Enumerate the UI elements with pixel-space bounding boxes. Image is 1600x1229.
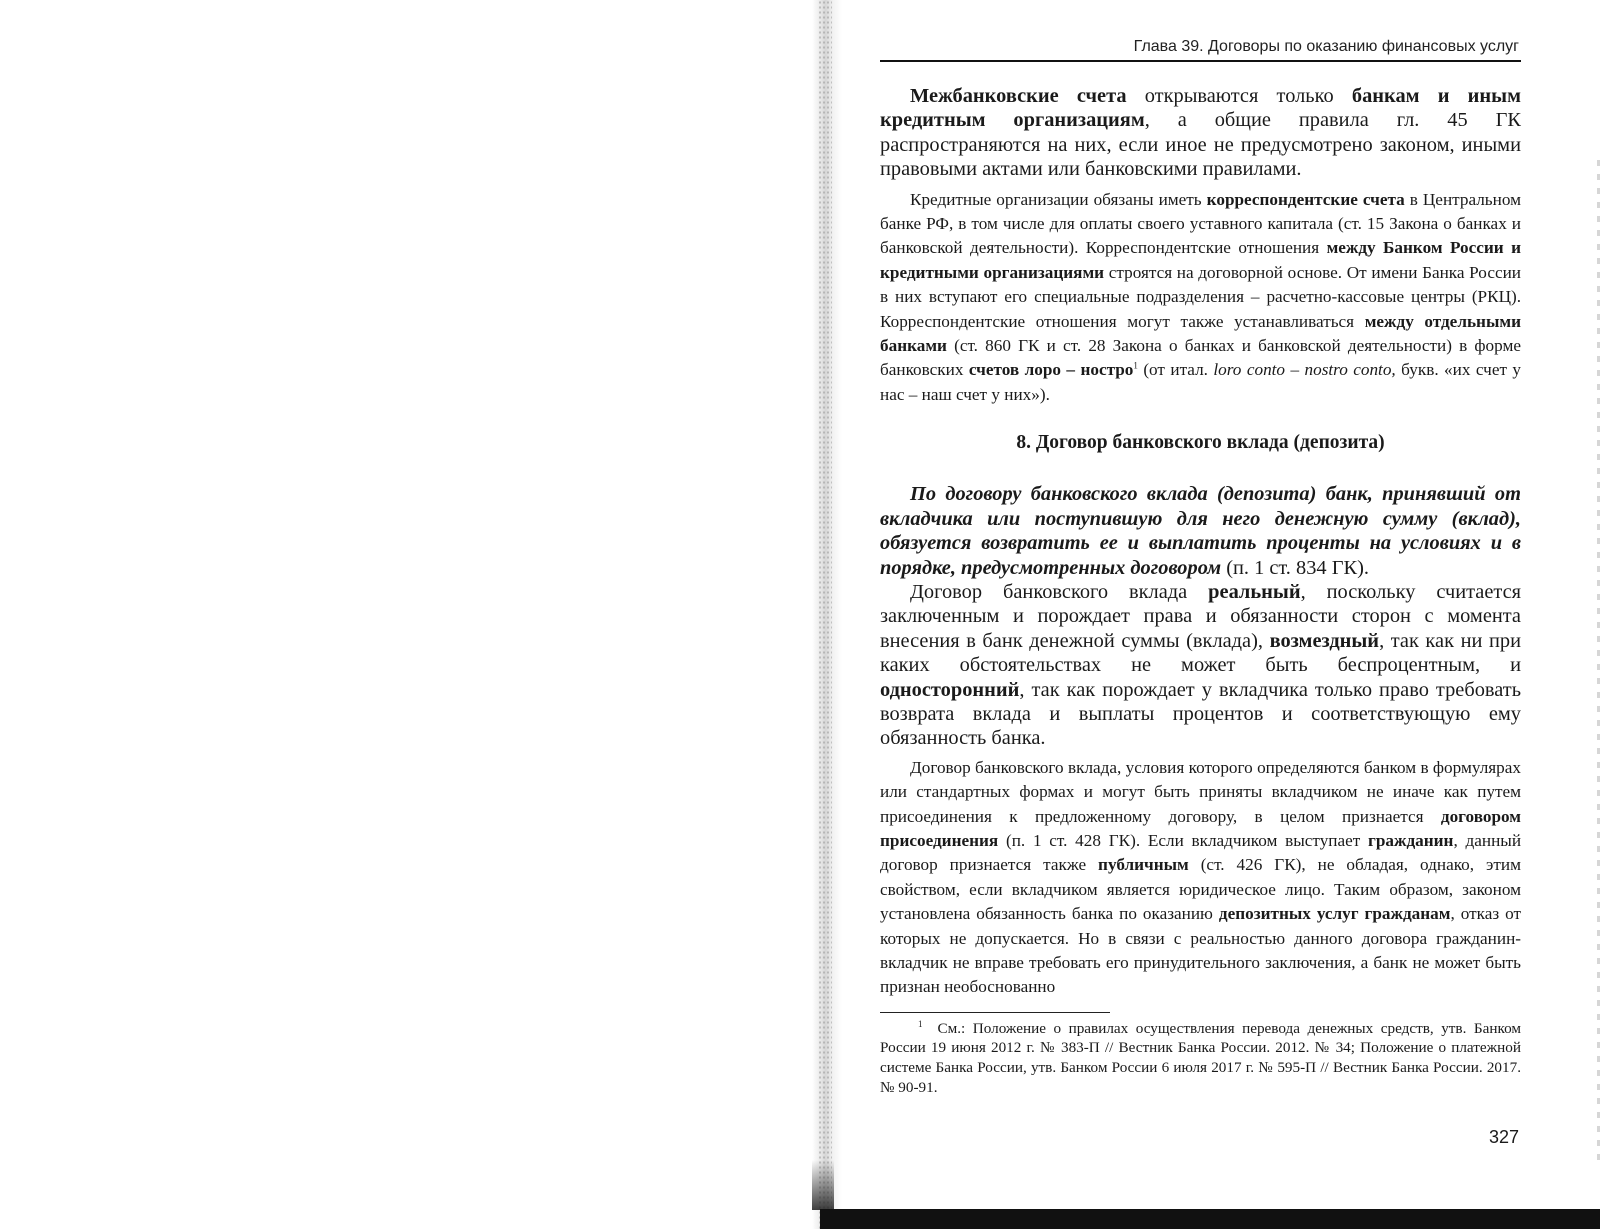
gutter-texture [818,0,832,1229]
scan-shadow [812,1160,834,1210]
footnote: $^1$ См.: Положение о правилах осуществления перевода денежных средств, утв. Банком России 19 июня 2012 г. № 383-П // Вестник Банка России. 2012. № 34; Положение о платежной системе Банка России, утв. Банком России 6 июля 2017 г. № 595-П // Вестник Банка России. 2017. № 90-91. [880,1018,1522,1096]
footnote-divider [880,1012,1110,1013]
running-header: Глава 39. Договоры по оказанию финансовых услуг [880,38,1521,62]
footnote-marker: 1 [918,1018,923,1029]
paragraph-definition: По договору банковского вклада (депозита) банк, принявший от вкладчика или поступившую для него денежную сумму (вклад), обязуется возвратить ее и выплатить проценты на условиях и в порядке, предусмотренных договором (п. 1 ст. 834 ГК). [880,483,1521,579]
book-page [880,38,1521,1148]
footnote-ref: 1 [1133,360,1138,371]
section-heading: 8. Договор банковского вклада (депозита) [1016,432,1385,454]
paragraph-contract-nature: Договор банковского вклада реальный, поскольку считается заключенным и порождает права и обязанности сторон с момента внесения в банк денежной суммы (вклада), возмездный, так как ни при каких обстоятельствах не может быть беспроцентным, и односторонний, так как порождает у вкладчика только право требовать возврата вклада и выплаты процентов и соответствующую ему обязанность банка. [880,580,1521,750]
paragraph-correspondent-accounts: Кредитные организации обязаны иметь корреспондентские счета в Центральном банке РФ, в том числе для оплаты своего уставного капитала (ст. 15 Закона о банках и банковской деятельности). Корреспондентские отношения между Банком России и кредитными организациями строятся на договорной основе. От имени Банка России в них вступают его специальные подразделения – расчетно-кассовые центры (РКЦ). Корреспондентские отношения могут также устанавливаться между отдельными банками (ст. 860 ГК и ст. 28 Закона о банках и банковской деятельности) в форме банковских счетов лоро – ностро$^1$ (от итал. loro conto – nostro conto, букв. «их счет у нас – наш счет у них»). [880,189,1521,404]
paragraph-interbank-accounts: Межбанковские счета открываются только банкам и иным кредитным организациям, а общие правила гл. 45 ГК распространяются на них, если иное не предусмотрено законом, иными правовыми актами или банковскими правилами. [880,85,1521,181]
paragraph-adhesion-contract: Договор банковского вклада, условия которого определяются банком в формулярах или стандартных формах и могут быть приняты вкладчиком не иначе как путем присоединения к предложенному договору, в целом признается договором присоединения (п. 1 ст. 428 ГК). Если вкладчиком выступает гражданин, данный договор признается также публичным (ст. 426 ГК), не обладая, однако, этим свойством, если вкладчиком является юридическое лицо. Таким образом, законом установлена обязанность банка по оказанию депозитных услуг гражданам, отказ от которых не допускается. Но в связи с реальностью данного договора гражданин-вкладчик не вправе требовать его принудительного заключения, а банк не может быть признан необоснованно [880,757,1522,997]
page-number: 327 [1488,1127,1519,1148]
scan-bottom-edge [820,1209,1600,1229]
